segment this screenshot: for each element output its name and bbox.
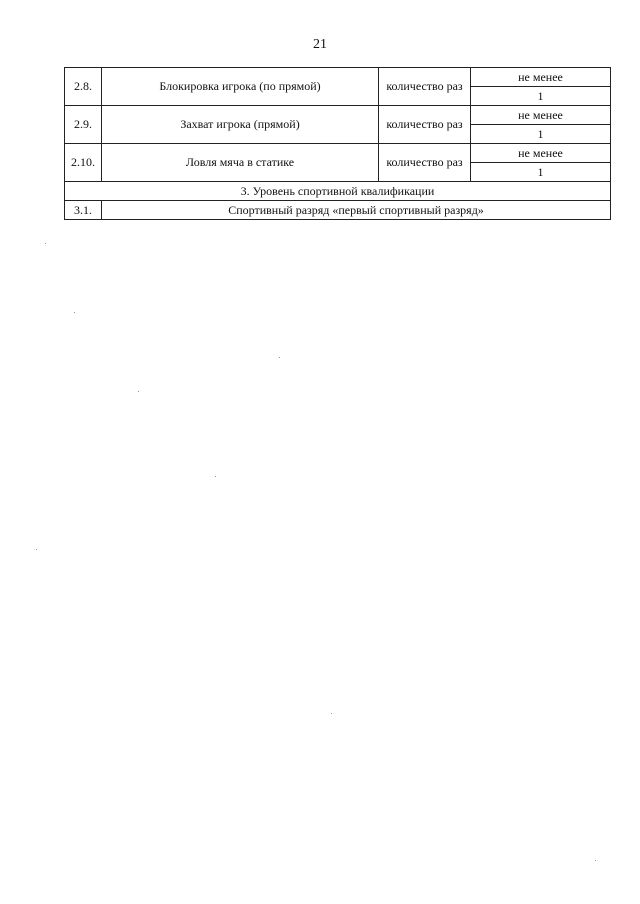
- condition-cell: не менее: [471, 144, 611, 163]
- exercise-name: Блокировка игрока (по прямой): [102, 68, 379, 106]
- row-number: 3.1.: [65, 201, 102, 220]
- exercise-name: Захват игрока (прямой): [102, 106, 379, 144]
- table-row: [65, 144, 611, 163]
- condition-cell: не менее: [471, 106, 611, 125]
- condition-cell: не менее: [471, 68, 611, 87]
- row-number: 2.10.: [65, 144, 102, 182]
- page-number: 21: [313, 37, 327, 52]
- unit-cell: количество раз: [379, 144, 471, 182]
- exercise-name: Ловля мяча в статике: [102, 144, 379, 182]
- value-cell: 1: [471, 87, 611, 106]
- row-number: 2.9.: [65, 106, 102, 144]
- table-row: [65, 106, 611, 125]
- unit-cell: количество раз: [379, 106, 471, 144]
- section-heading: 3. Уровень спортивной квалификации: [65, 182, 611, 201]
- qualification-text: Спортивный разряд «первый спортивный разряд»: [102, 201, 611, 220]
- norms-table: [64, 67, 611, 220]
- value-cell: 1: [471, 125, 611, 144]
- unit-cell: количество раз: [379, 68, 471, 106]
- table-row: [65, 68, 611, 87]
- row-number: 2.8.: [65, 68, 102, 106]
- section-heading-row: [65, 182, 611, 201]
- value-cell: 1: [471, 163, 611, 182]
- table-row: [65, 201, 611, 220]
